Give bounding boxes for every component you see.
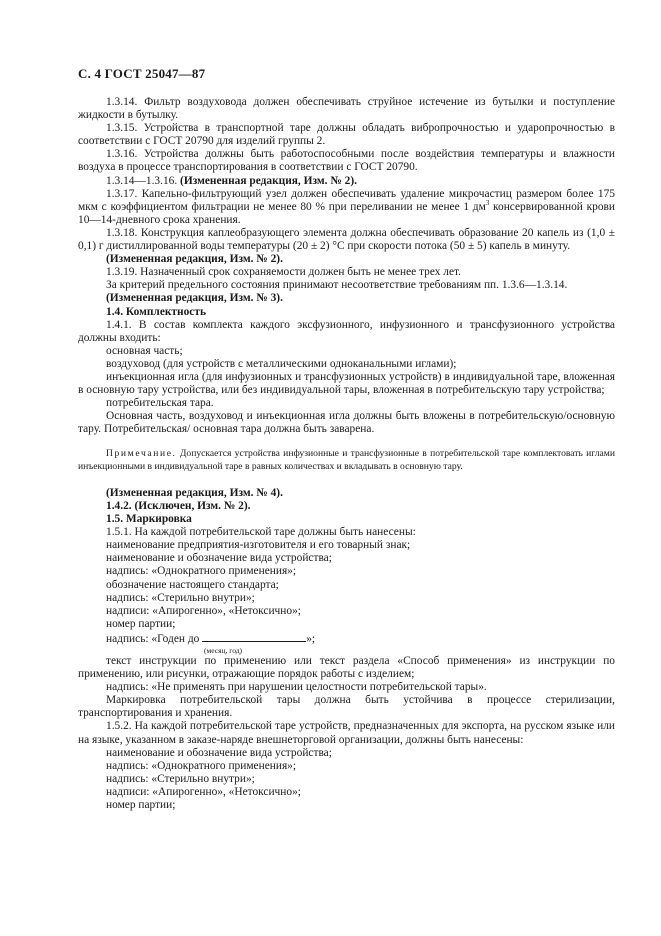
list-item: надпись: «Не применять при нарушении целостности потребительской тары». — [106, 681, 487, 694]
limit-state-criterion: За критерий предельного состояния принимают несоответствие требованиям пп. 1.3.6—1.3.14. — [106, 279, 568, 292]
superscript: 3 — [485, 198, 490, 207]
list-item: обозначение настоящего стандарта; — [106, 578, 279, 591]
marking-durability: Маркировка потребительской тары должна быть устойчива в процессе стерилизации, транспортирования и хранения. — [78, 694, 615, 720]
clause-1-5-1: 1.5.1. На каждой потребительской таре должны быть нанесены: — [106, 526, 416, 539]
expiry-close: »; — [306, 632, 316, 645]
note-label: Примечание. — [106, 448, 177, 460]
clause-1-3-17 — [78, 188, 615, 227]
clause-1-4-2: 1.4.2. (Исключен, Изм. № 2). — [106, 499, 251, 512]
clause-1-3-17-text: 1.3.17. Капельно-фильтрующий узел должен обеспечивать удаление микрочастиц размером более 175 мкм с коэффициентом фильтрации не менее 80 % при переливании не менее 1 дм — [78, 187, 615, 213]
note-text: Допускается устройства инфузионные и трансфузионные в потребительской таре комплектовать иглами инъекционными в индивидуальной таре в равных количествах и вкладывать в основную тару. — [78, 448, 615, 472]
packaging-requirement: Основная часть, воздуховод и инъекционная игла должны быть вложены в потребительскую/основную тару. Потребительская/ основная тара должна быть заварена. — [78, 410, 615, 436]
section-1-4-title: 1.4. Комплектность — [106, 305, 206, 318]
amendment-note-2: (Измененная редакция, Изм. № 2). — [106, 253, 283, 266]
list-item: потребительская тара. — [106, 397, 214, 410]
clause-1-3-19: 1.3.19. Назначенный срок сохраняемости должен быть не менее трех лет. — [106, 266, 462, 279]
list-item: наименование предприятия-изготовителя и его товарный знак; — [106, 539, 411, 552]
document-body — [78, 96, 615, 812]
clause-1-3-17-text-end: консервированной крови 10—14-дневного срока хранения. — [78, 200, 615, 226]
list-item: текст инструкции по применению или текст раздела «Способ применения» из инструкции по применению, или рисунки, отражающие порядок работы с изделием; — [78, 654, 615, 681]
date-caption: (месяц, год) — [204, 645, 243, 655]
list-item: основная часть; — [106, 344, 183, 357]
list-item: надпись: «Однократного применения»; — [106, 565, 297, 578]
list-item: номер партии; — [106, 799, 176, 811]
clause-1-3-14: 1.3.14. Фильтр воздуховода должен обеспечивать струйное истечение из бутылки и поступление жидкости в бутылку. — [78, 96, 615, 122]
list-item: надпись: «Стерильно внутри»; — [106, 772, 255, 785]
date-blank-line — [202, 631, 306, 642]
list-item: инъекционная игла (для инфузионных и трансфузионных устройств) в индивидуальной таре, вложенная в основную тару устройства, или без индивидуальной тары, вложенная в потребительскую тару устройства; — [78, 370, 615, 397]
amendment-range: 1.3.14—1.3.16. — [106, 174, 181, 187]
list-item-expiry — [78, 631, 615, 655]
list-item: надпись: «Стерильно внутри»; — [106, 591, 255, 604]
amendment-label: (Измененная редакция, Изм. № 2). — [180, 174, 357, 187]
note — [78, 448, 615, 472]
clause-1-3-16: 1.3.16. Устройства должны быть работоспособными после воздействия температуры и влажности воздуха в процессе транспортирования в соответствии с ГОСТ 20790. — [78, 148, 615, 174]
expiry-label: надпись: «Годен до — [106, 632, 203, 645]
clause-1-5-2: 1.5.2. На каждой потребительской таре устройств, предназначенных для экспорта, на русском языке или на языке, указанном в заказе-наряде внешнеторговой организации, должны быть нанесены: — [78, 720, 615, 746]
list-item: надписи: «Апирогенно», «Нетоксично»; — [106, 785, 301, 798]
clause-1-4-1: 1.4.1. В состав комплекта каждого эксфузионного, инфузионного и трансфузионного устройства должны входить: — [78, 318, 615, 344]
list-item: надпись: «Однократного применения»; — [106, 759, 297, 772]
page-header: С. 4 ГОСТ 25047—87 — [78, 66, 206, 81]
clause-1-3-18: 1.3.18. Конструкция каплеобразующего элемента должна обеспечивать образование 20 капель из (1,0 ± 0,1) г дистиллированной воды температуры (20 ± 2) °С при скорости потока (50 ± 5) капель в минуту. — [78, 226, 615, 253]
list-item: наименование и обозначение вида устройства; — [106, 552, 332, 565]
amendment-note-1 — [78, 175, 615, 188]
amendment-note-4: (Измененная редакция, Изм. № 4). — [106, 486, 283, 499]
clause-1-3-15: 1.3.15. Устройства в транспортной таре должны обладать вибропрочностью и ударопрочностью в соответствии с ГОСТ 20790 для изделий группы 2. — [78, 122, 615, 148]
list-item: воздуховод (для устройств с металлическими одноканальными иглами); — [106, 357, 457, 370]
list-item: наименование и обозначение вида устройства; — [106, 746, 332, 759]
list-item: номер партии; — [106, 617, 176, 630]
list-item: надписи: «Апирогенно», «Нетоксично»; — [106, 604, 301, 617]
amendment-note-3: (Измененная редакция, Изм. № 3). — [106, 292, 283, 305]
section-1-5-title: 1.5. Маркировка — [106, 513, 192, 526]
